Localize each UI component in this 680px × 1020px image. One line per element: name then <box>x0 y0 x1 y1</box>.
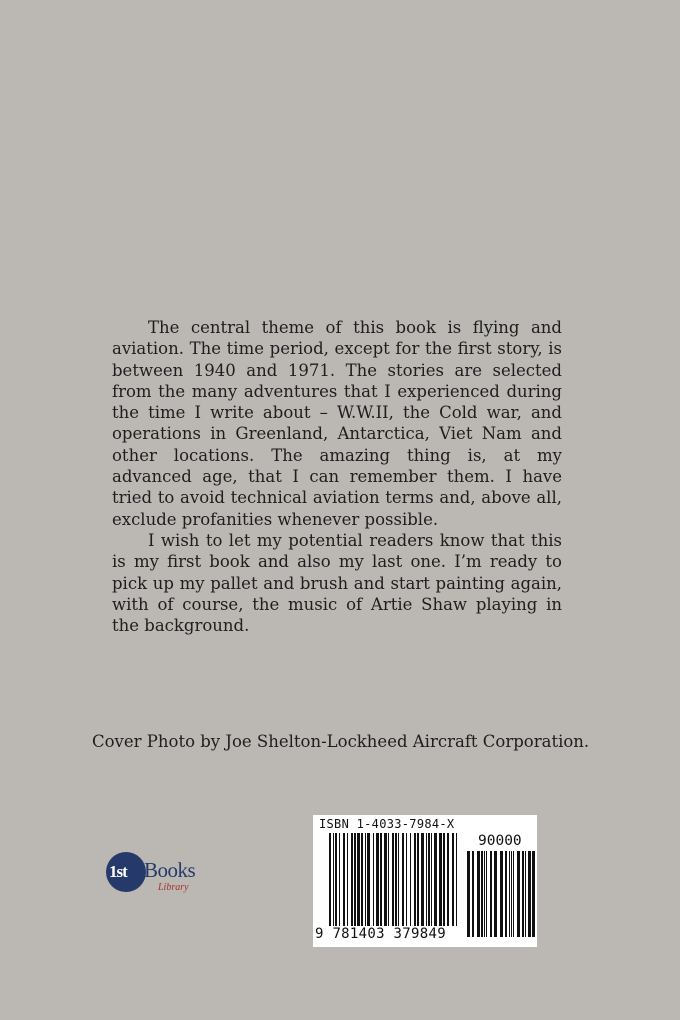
barcode-bar <box>434 833 437 926</box>
barcode-bar <box>532 851 535 937</box>
blurb-paragraph-2: I wish to let my potential readers know that this is my first book and also my last one. I’m ready to pick up my pallet and brush and start painting again, with of course, the music of Artie Shaw playing in the background. <box>112 530 562 636</box>
barcode-bar <box>484 851 485 937</box>
barcode-bar <box>388 833 389 926</box>
price-code: 90000 <box>478 833 522 849</box>
barcode-bar <box>376 833 379 926</box>
barcode-bar <box>426 833 427 926</box>
barcode-bar <box>522 851 524 937</box>
barcode-bar <box>467 851 470 937</box>
barcode-bar <box>414 833 416 926</box>
logo-sub: Library <box>158 882 189 893</box>
barcode-bar <box>398 833 399 926</box>
barcode-bar <box>477 851 480 937</box>
barcode-bar <box>410 833 411 926</box>
isbn-barcode <box>313 815 537 947</box>
cover-photo-credit: Cover Photo by Joe Shelton-Lockheed Aircraft Corporation. <box>92 732 590 751</box>
barcode-bar <box>380 833 382 926</box>
barcode-bar <box>513 851 514 937</box>
barcode-bar <box>392 833 394 926</box>
barcode-bar <box>347 833 348 926</box>
barcode-bar <box>443 833 445 926</box>
barcode-bar <box>351 833 353 926</box>
barcode-bar <box>500 851 503 937</box>
barcode-bar <box>357 833 360 926</box>
barcode-bar <box>481 851 483 937</box>
barcode-bar <box>406 833 407 926</box>
barcode-bar <box>505 851 507 937</box>
isbn-text: ISBN 1-4033-7984-X <box>319 817 455 831</box>
barcode-bar <box>339 833 340 926</box>
barcode-bar <box>428 833 430 926</box>
barcode-bar <box>395 833 397 926</box>
barcode-bar <box>452 833 454 926</box>
barcode-bar <box>333 833 334 926</box>
barcode-bar <box>528 851 531 937</box>
barcode-bar <box>509 851 510 937</box>
barcode-bar <box>525 851 526 937</box>
barcode-bar <box>431 833 432 926</box>
barcode-bar <box>367 833 370 926</box>
barcode-bar <box>486 851 487 937</box>
logo-word: Books <box>144 858 196 882</box>
publisher-logo <box>106 852 216 898</box>
barcode-bar <box>447 833 449 926</box>
barcode-bar <box>517 851 520 937</box>
barcode-bar <box>439 833 442 926</box>
barcode-bar <box>421 833 424 926</box>
barcode-bar <box>494 851 497 937</box>
barcode-bar <box>335 833 337 926</box>
logo-number: 1st <box>109 862 127 881</box>
barcode-bar <box>343 833 345 926</box>
barcode-bar <box>361 833 363 926</box>
barcode-bar <box>329 833 331 926</box>
barcode-bar <box>365 833 366 926</box>
barcode-bar <box>417 833 419 926</box>
barcode-bar <box>490 851 492 937</box>
back-cover-blurb <box>112 317 562 636</box>
blurb-paragraph-1: The central theme of this book is flying and aviation. The time period, except for the first story, is between 1940 and 1971. The stories are selected from the many adventures that I experienced during the time I write about – W.W.II, the Cold war, and operations in Greenland, Antarctica, Viet Nam and other locations. The amazing thing is, at my advanced age, that I can remember them. I have tried to avoid technical aviation terms and, above all, exclude profanities whenever possible. <box>112 318 562 529</box>
barcode-bar <box>472 851 474 937</box>
barcode-bar <box>354 833 356 926</box>
barcode-bar <box>456 833 457 926</box>
barcode-bar <box>373 833 374 926</box>
barcode-bar <box>402 833 404 926</box>
barcode-bar <box>511 851 512 937</box>
ean-digits: 9 781403 379849 <box>315 926 446 942</box>
barcode-bar <box>384 833 387 926</box>
